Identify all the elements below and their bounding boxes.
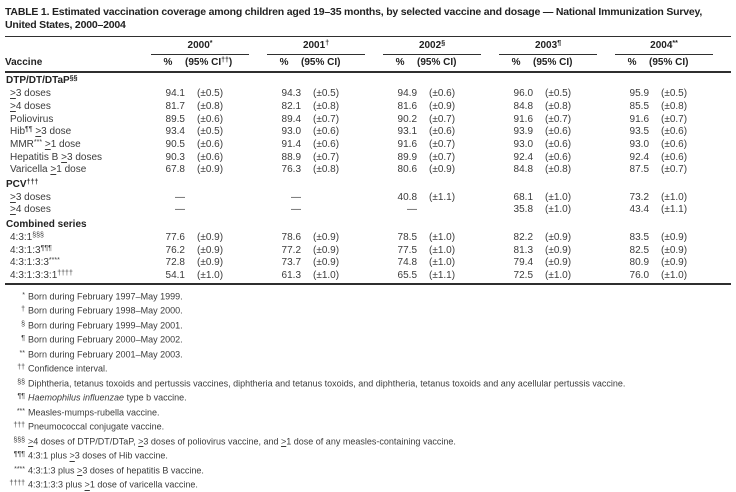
ci-cell: (±0.7): [429, 151, 456, 163]
vaccine-data-row: [5, 126, 731, 139]
ci-cell: [533, 72, 615, 88]
percent-cell: [151, 177, 185, 192]
percent-cell: 94.3: [281, 88, 302, 100]
ci-cell: (±0.6): [661, 138, 688, 150]
vaccine-label: >3 doses: [10, 191, 51, 203]
percent-cell: 82.1: [281, 100, 302, 112]
ci-cell: (±0.9): [313, 257, 340, 269]
percent-cell: 89.5: [165, 113, 185, 125]
percent-cell: 91.6: [513, 113, 534, 125]
percent-cell: 54.1: [165, 269, 185, 281]
percent-cell: 93.0: [513, 138, 534, 150]
year-label-2001: 2001†: [267, 40, 365, 55]
ci-cell: [301, 177, 383, 192]
ci-cell: (±0.9): [197, 231, 224, 243]
percent-cell: 77.5: [397, 244, 418, 256]
percent-cell: 93.5: [629, 126, 650, 138]
percent-cell: 91.4: [281, 138, 302, 150]
footnote: [5, 376, 731, 391]
ci-header-2004: (95% CI): [649, 55, 731, 73]
percent-cell: 83.5: [629, 231, 650, 243]
ci-header-2002: (95% CI): [417, 55, 499, 73]
ci-cell: (±0.5): [545, 88, 572, 100]
ci-cell: (±0.9): [197, 164, 224, 176]
ci-cell: (±0.6): [197, 138, 224, 150]
percent-cell: [615, 217, 649, 232]
footnote-marker: ¶: [21, 335, 25, 343]
percent-cell: 94.1: [165, 88, 185, 100]
percent-header-2001: %: [267, 55, 301, 73]
vaccine-label: Combined series: [6, 219, 87, 231]
footnote-text: Born during February 2001–May 2003.: [28, 349, 183, 360]
ci-cell: [533, 177, 615, 192]
footnote: [5, 318, 731, 333]
percent-cell: 89.4: [281, 113, 302, 125]
footnote-marker: §§§: [13, 436, 25, 444]
percent-cell: [267, 177, 301, 192]
vaccine-label: MMR*** >1 dose: [10, 138, 81, 150]
footnote: [5, 448, 731, 463]
footnote-marker: †: [21, 306, 25, 314]
percent-cell: 78.6: [281, 231, 302, 243]
percent-cell: 77.6: [165, 231, 185, 243]
ci-cell: (±0.8): [313, 100, 340, 112]
vaccine-label: Hib¶¶ >3 dose: [10, 126, 72, 138]
ci-cell: (±1.0): [545, 269, 572, 281]
percent-cell: —: [175, 191, 185, 203]
column-header-row: [5, 55, 731, 73]
ci-cell: [185, 177, 267, 192]
vaccine-label: >4 doses: [10, 204, 51, 216]
ci-cell: (±0.8): [545, 100, 572, 112]
percent-cell: 82.2: [513, 231, 534, 243]
percent-cell: 76.2: [165, 244, 185, 256]
ci-cell: (±0.6): [661, 126, 688, 138]
ci-cell: (±0.6): [313, 126, 340, 138]
percent-cell: 43.4: [629, 204, 650, 216]
vaccine-label: 4:3:1§§§: [10, 231, 44, 243]
vaccine-data-row: [5, 114, 731, 127]
vaccination-coverage-table: [5, 36, 731, 285]
ci-cell: (±0.8): [661, 100, 688, 112]
ci-cell: (±0.9): [661, 257, 688, 269]
percent-cell: 90.3: [165, 151, 185, 163]
footnote-text: Diphtheria, tetanus toxoids and pertussis vaccines, diphtheria and tetanus toxoids, and diphtheria, tetanus toxoids and any acellular pertussis vaccine.: [28, 378, 626, 389]
percent-cell: 74.8: [397, 257, 418, 269]
footnote-marker: *: [22, 291, 25, 299]
percent-cell: 93.1: [397, 126, 418, 138]
percent-cell: 80.6: [397, 164, 418, 176]
ci-cell: (±1.1): [429, 269, 456, 281]
ci-cell: (±0.5): [197, 88, 224, 100]
ci-cell: (±1.0): [197, 269, 224, 281]
ci-cell: (±0.6): [661, 151, 688, 163]
percent-cell: 87.5: [629, 164, 650, 176]
year-label-2003: 2003¶: [499, 40, 597, 55]
ci-cell: (±0.6): [313, 138, 340, 150]
footnote-text: Born during February 1997–May 1999.: [28, 291, 183, 302]
ci-cell: (±1.0): [429, 257, 456, 269]
percent-cell: 76.3: [281, 164, 302, 176]
ci-cell: (±0.6): [429, 88, 456, 100]
footnote-text: Born during February 1999–May 2001.: [28, 320, 183, 331]
footnote-text: >4 doses of DTP/DT/DTaP, >3 doses of poliovirus vaccine, and >1 dose of any measles-containing vaccine.: [28, 436, 456, 447]
percent-header-2004: %: [615, 55, 649, 73]
ci-cell: (±0.7): [545, 113, 572, 125]
ci-cell: [185, 72, 267, 88]
percent-cell: 73.2: [629, 191, 650, 203]
ci-cell: (±0.6): [545, 138, 572, 150]
percent-cell: 61.3: [281, 269, 302, 281]
year-header-2002: [383, 37, 499, 55]
percent-cell: 92.4: [513, 151, 534, 163]
ci-cell: (±1.0): [313, 269, 340, 281]
percent-cell: 85.5: [629, 100, 650, 112]
percent-cell: 81.3: [513, 244, 534, 256]
ci-cell: (±0.5): [197, 126, 224, 138]
ci-cell: [649, 217, 731, 232]
footnotes: [5, 285, 731, 492]
percent-cell: 88.9: [281, 151, 302, 163]
vaccine-column-header: Vaccine: [5, 55, 151, 73]
percent-cell: [267, 217, 301, 232]
percent-cell: [615, 177, 649, 192]
percent-cell: 89.9: [397, 151, 418, 163]
percent-cell: [383, 177, 417, 192]
ci-cell: (±0.6): [197, 151, 224, 163]
footnote-text: Born during February 2000–May 2002.: [28, 334, 183, 345]
ci-cell: (±0.6): [429, 126, 456, 138]
footnote-marker: §: [21, 320, 25, 328]
footnote: [5, 434, 731, 449]
percent-cell: 96.0: [513, 88, 534, 100]
percent-cell: —: [407, 204, 418, 216]
percent-cell: [151, 217, 185, 232]
vaccine-label: Hepatitis B >3 doses: [10, 151, 103, 163]
percent-cell: 79.4: [513, 257, 534, 269]
ci-cell: (±0.9): [661, 244, 688, 256]
vaccine-label: 4:3:1:3¶¶¶: [10, 244, 52, 256]
ci-cell: [417, 177, 499, 192]
percent-cell: [499, 217, 533, 232]
footnote-marker: ¶¶¶: [13, 451, 25, 459]
ci-cell: [301, 217, 383, 232]
ci-cell: (±0.7): [313, 113, 340, 125]
vaccine-label: DTP/DT/DTaP§§: [6, 75, 78, 87]
footnote-text: Measles-mumps-rubella vaccine.: [28, 407, 160, 418]
footnote: [5, 347, 731, 362]
vaccine-label: Varicella >1 dose: [10, 164, 87, 176]
ci-cell: (±0.9): [313, 231, 340, 243]
ci-cell: (±0.5): [661, 88, 688, 100]
ci-cell: (±0.9): [429, 100, 456, 112]
section-header-row: [5, 72, 731, 88]
percent-cell: 80.9: [629, 257, 650, 269]
percent-cell: —: [291, 191, 302, 203]
vaccine-label: >4 doses: [10, 100, 51, 112]
ci-cell: (±0.9): [197, 244, 224, 256]
ci-header-2003: (95% CI): [533, 55, 615, 73]
vaccine-data-row: [5, 192, 731, 205]
percent-cell: —: [175, 204, 185, 216]
corner-spacer: [5, 37, 151, 55]
ci-cell: (±1.0): [661, 191, 688, 203]
footnote-text: 4:3:1:3 plus >3 doses of hepatitis B vaccine.: [28, 465, 204, 476]
ci-cell: [301, 72, 383, 88]
year-label-2000: 2000*: [151, 40, 249, 55]
percent-cell: [267, 72, 301, 88]
ci-cell: [533, 217, 615, 232]
vaccine-label: PCV†††: [6, 179, 39, 191]
section-header-row: [5, 217, 731, 232]
percent-cell: 90.2: [397, 113, 418, 125]
vaccine-data-row: [5, 152, 731, 165]
ci-cell: [185, 217, 267, 232]
ci-cell: (±0.8): [313, 164, 340, 176]
vaccine-data-row: [5, 88, 731, 101]
ci-cell: (±0.9): [429, 164, 456, 176]
vaccine-data-row: [5, 204, 731, 217]
footnote-text: Born during February 1998–May 2000.: [28, 305, 183, 316]
ci-cell: [301, 204, 383, 217]
percent-cell: 77.2: [281, 244, 302, 256]
percent-cell: 73.7: [281, 257, 302, 269]
ci-cell: (±0.9): [313, 244, 340, 256]
percent-cell: 84.8: [513, 164, 534, 176]
percent-header-2003: %: [499, 55, 533, 73]
vaccine-data-row: [5, 270, 731, 284]
ci-cell: (±0.7): [313, 151, 340, 163]
footnote-text: Confidence interval.: [28, 363, 108, 374]
ci-cell: (±1.0): [661, 269, 688, 281]
footnote: [5, 361, 731, 376]
percent-cell: 68.1: [513, 191, 534, 203]
percent-cell: 40.8: [397, 191, 418, 203]
year-header-row: [5, 37, 731, 55]
percent-cell: [615, 72, 649, 88]
percent-cell: 81.7: [165, 100, 185, 112]
percent-cell: [151, 72, 185, 88]
percent-cell: 93.4: [165, 126, 185, 138]
footnote-marker: ****: [14, 465, 25, 473]
percent-cell: [499, 177, 533, 192]
ci-cell: (±0.9): [545, 231, 572, 243]
ci-cell: (±1.1): [661, 204, 688, 216]
vaccine-label: 4:3:1:3:3****: [10, 257, 60, 269]
ci-cell: (±0.8): [545, 164, 572, 176]
percent-cell: [383, 72, 417, 88]
ci-cell: (±1.0): [429, 244, 456, 256]
ci-cell: [185, 204, 267, 217]
ci-cell: (±0.7): [429, 113, 456, 125]
ci-header-2000: (95% CI††): [185, 55, 267, 73]
footnote-marker: **: [19, 349, 25, 357]
footnote-marker: ¶¶: [17, 393, 25, 401]
ci-cell: (±0.8): [197, 100, 224, 112]
footnote: [5, 463, 731, 478]
footnote: [5, 477, 731, 492]
ci-header-2001: (95% CI): [301, 55, 383, 73]
ci-cell: [185, 192, 267, 205]
ci-cell: [417, 204, 499, 217]
percent-cell: 81.6: [397, 100, 418, 112]
ci-cell: [301, 192, 383, 205]
ci-cell: (±0.7): [429, 138, 456, 150]
footnote: [5, 303, 731, 318]
ci-cell: [649, 177, 731, 192]
percent-cell: 91.6: [629, 113, 650, 125]
vaccine-data-row: [5, 139, 731, 152]
percent-header-2000: %: [151, 55, 185, 73]
percent-cell: 95.9: [629, 88, 650, 100]
percent-cell: 72.5: [513, 269, 534, 281]
vaccine-data-row: [5, 232, 731, 245]
footnote: [5, 419, 731, 434]
ci-cell: [649, 72, 731, 88]
ci-cell: (±0.7): [661, 113, 688, 125]
percent-cell: 67.8: [165, 164, 185, 176]
percent-cell: 93.9: [513, 126, 534, 138]
year-header-2003: [499, 37, 615, 55]
percent-cell: 93.0: [281, 126, 302, 138]
ci-cell: (±0.6): [545, 151, 572, 163]
footnote-marker: ††: [17, 364, 25, 372]
vaccine-data-row: [5, 101, 731, 114]
ci-cell: (±0.9): [197, 257, 224, 269]
percent-cell: 84.8: [513, 100, 534, 112]
year-header-2000: [151, 37, 267, 55]
percent-cell: 35.8: [513, 204, 534, 216]
percent-cell: 72.8: [165, 257, 185, 269]
vaccine-label: >3 doses: [10, 88, 51, 100]
footnote-text: 4:3:1 plus >3 doses of Hib vaccine.: [28, 450, 168, 461]
ci-cell: (±1.1): [429, 191, 456, 203]
percent-cell: —: [291, 204, 302, 216]
vaccine-data-row: [5, 245, 731, 258]
percent-cell: 76.0: [629, 269, 650, 281]
percent-cell: 78.5: [397, 231, 418, 243]
footnote: [5, 289, 731, 304]
ci-cell: (±0.7): [661, 164, 688, 176]
ci-cell: (±1.0): [545, 204, 572, 216]
percent-cell: 92.4: [629, 151, 650, 163]
ci-cell: (±0.9): [661, 231, 688, 243]
section-header-row: [5, 177, 731, 192]
ci-cell: [417, 217, 499, 232]
percent-cell: [383, 217, 417, 232]
footnote-text: 4:3:1:3:3 plus >1 dose of varicella vaccine.: [28, 479, 198, 490]
vaccine-label: Poliovirus: [10, 113, 54, 125]
year-label-2002: 2002§: [383, 40, 481, 55]
percent-cell: 65.5: [397, 269, 418, 281]
table-body: [5, 72, 731, 283]
footnote-marker: †††: [13, 422, 25, 430]
vaccine-data-row: [5, 164, 731, 177]
percent-cell: 93.0: [629, 138, 650, 150]
vaccine-data-row: [5, 257, 731, 270]
year-label-2004: 2004**: [615, 40, 713, 55]
ci-cell: (±0.9): [545, 257, 572, 269]
footnote-marker: §§: [17, 378, 25, 386]
vaccine-label: 4:3:1:3:3:1††††: [10, 269, 73, 281]
percent-header-2002: %: [383, 55, 417, 73]
ci-cell: (±0.9): [545, 244, 572, 256]
footnote-marker: ***: [16, 407, 25, 415]
footnote: [5, 405, 731, 420]
percent-cell: 82.5: [629, 244, 650, 256]
ci-cell: (±1.0): [429, 231, 456, 243]
ci-cell: (±1.0): [545, 191, 572, 203]
percent-cell: 90.5: [165, 138, 185, 150]
footnote-marker: ††††: [9, 480, 25, 488]
ci-cell: (±0.6): [545, 126, 572, 138]
footnote: [5, 332, 731, 347]
ci-cell: (±0.5): [313, 88, 340, 100]
year-header-2001: [267, 37, 383, 55]
ci-cell: [417, 72, 499, 88]
ci-cell: (±0.6): [197, 113, 224, 125]
year-header-2004: [615, 37, 731, 55]
percent-cell: 94.9: [397, 88, 418, 100]
percent-cell: 91.6: [397, 138, 418, 150]
percent-cell: [499, 72, 533, 88]
footnote-text: Haemophilus influenzae type b vaccine.: [28, 392, 187, 403]
footnote-text: Pneumococcal conjugate vaccine.: [28, 421, 165, 432]
table-title: TABLE 1. Estimated vaccination coverage among children aged 19–35 months, by selected vaccine and dosage — National Immunization Survey, United States, 2000–2004: [5, 6, 703, 31]
footnote: [5, 390, 731, 405]
